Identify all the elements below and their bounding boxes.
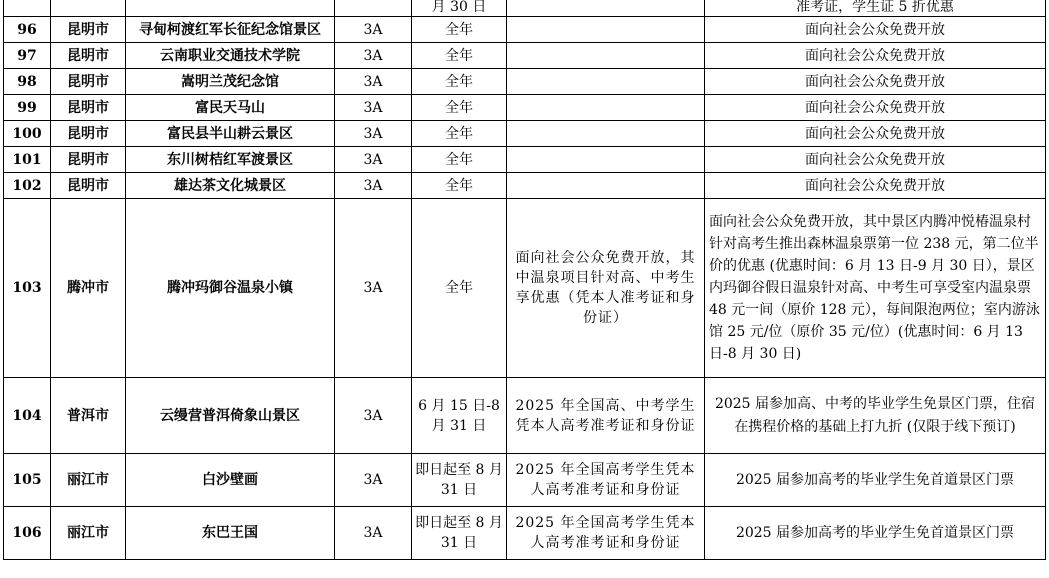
- policy-cell: 准考证，学生证 5 折优惠: [705, 0, 1046, 17]
- policy-cell: 面向社会公众免费开放: [705, 173, 1046, 199]
- spot-name-cell: 富民天马山: [126, 95, 335, 121]
- table-row: [4, 454, 1046, 507]
- grade-cell: 3A: [335, 17, 412, 43]
- grade-cell: 3A: [335, 147, 412, 173]
- requirement-cell: [507, 173, 705, 199]
- period-cell: 全年: [412, 147, 507, 173]
- requirement-cell: [507, 0, 705, 17]
- table-row: [4, 173, 1046, 199]
- requirement-cell: [507, 121, 705, 147]
- row-number: 99: [4, 95, 51, 121]
- period-cell: 全年: [412, 173, 507, 199]
- spot-name-cell: 嵩明兰茂纪念馆: [126, 69, 335, 95]
- row-number: 105: [4, 454, 51, 507]
- policy-cell: 面向社会公众免费开放，其中景区内腾冲悦椿温泉村针对高考生推出森林温泉票第一位 238 元，第二位半价的优惠 (优惠时间：6 月 13 日-9 月 30 日），景区内玛御谷假日温泉针对高、中考生可享受室内温泉票 48 元一间（原价 128 元），每间限泡两位；室内游泳馆 25 元/位（原价 35 元/位）(优惠时间：6 月 13 日-8 月 30 日): [705, 199, 1046, 378]
- period-cell: 全年: [412, 95, 507, 121]
- period-cell: 6 月 15 日-8 月 31 日: [412, 378, 507, 454]
- city-cell: 丽江市: [51, 454, 126, 507]
- row-number: 101: [4, 147, 51, 173]
- grade-cell: 3A: [335, 95, 412, 121]
- spot-name-cell: 云南职业交通技术学院: [126, 43, 335, 69]
- spot-name-cell: 白沙壁画: [126, 454, 335, 507]
- policy-cell: 面向社会公众免费开放: [705, 17, 1046, 43]
- table-row: [4, 43, 1046, 69]
- period-cell: 即日起至 8 月 31 日: [412, 454, 507, 507]
- spot-name-cell: [126, 0, 335, 17]
- grade-cell: 3A: [335, 43, 412, 69]
- period-cell: 全年: [412, 17, 507, 43]
- city-cell: 昆明市: [51, 173, 126, 199]
- city-cell: 昆明市: [51, 147, 126, 173]
- requirement-cell: [507, 43, 705, 69]
- table-row: [4, 121, 1046, 147]
- spot-name-cell: 雄达茶文化城景区: [126, 173, 335, 199]
- policy-cell: 2025 届参加高、中考的毕业学生免景区门票，住宿在携程价格的基础上打九折 (仅限于线下预订): [705, 378, 1046, 454]
- period-cell: 全年: [412, 199, 507, 378]
- grade-cell: 3A: [335, 69, 412, 95]
- requirement-cell: [507, 147, 705, 173]
- period-cell: 全年: [412, 121, 507, 147]
- policy-cell: 面向社会公众免费开放: [705, 43, 1046, 69]
- policy-cell: 2025 届参加高考的毕业学生免首道景区门票: [705, 454, 1046, 507]
- table-row: [4, 95, 1046, 121]
- policy-cell: 面向社会公众免费开放: [705, 69, 1046, 95]
- requirement-cell: 2025 年全国高考学生凭本人高考准考证和身份证: [507, 507, 705, 560]
- policy-cell: 面向社会公众免费开放: [705, 95, 1046, 121]
- spot-name-cell: 东川树桔红军渡景区: [126, 147, 335, 173]
- city-cell: [51, 0, 126, 17]
- table-row: [4, 199, 1046, 378]
- policy-cell: 面向社会公众免费开放: [705, 147, 1046, 173]
- table-row: [4, 69, 1046, 95]
- requirement-cell: 2025 年全国高考学生凭本人高考准考证和身份证: [507, 454, 705, 507]
- spot-name-cell: 富民县半山耕云景区: [126, 121, 335, 147]
- grade-cell: 3A: [335, 199, 412, 378]
- period-cell: 全年: [412, 69, 507, 95]
- row-number: 104: [4, 378, 51, 454]
- grade-cell: 3A: [335, 121, 412, 147]
- row-number: 102: [4, 173, 51, 199]
- city-cell: 腾冲市: [51, 199, 126, 378]
- city-cell: 昆明市: [51, 69, 126, 95]
- spot-name-cell: 云缦营普洱倚象山景区: [126, 378, 335, 454]
- table-row: [4, 378, 1046, 454]
- grade-cell: 3A: [335, 378, 412, 454]
- row-number: 106: [4, 507, 51, 560]
- city-cell: 昆明市: [51, 17, 126, 43]
- requirement-cell: [507, 69, 705, 95]
- row-number: 98: [4, 69, 51, 95]
- table-row: [4, 507, 1046, 560]
- period-cell: 月 30 日: [412, 0, 507, 17]
- table-row: [4, 17, 1046, 43]
- scenic-spot-table: [3, 0, 1046, 560]
- city-cell: 昆明市: [51, 121, 126, 147]
- spot-name-cell: 东巴王国: [126, 507, 335, 560]
- row-number: 100: [4, 121, 51, 147]
- grade-cell: 3A: [335, 454, 412, 507]
- spot-name-cell: 腾冲玛御谷温泉小镇: [126, 199, 335, 378]
- grade-cell: [335, 0, 412, 17]
- requirement-cell: [507, 17, 705, 43]
- grade-cell: 3A: [335, 507, 412, 560]
- period-cell: 全年: [412, 43, 507, 69]
- policy-cell: 2025 届参加高考的毕业学生免首道景区门票: [705, 507, 1046, 560]
- row-number: 103: [4, 199, 51, 378]
- city-cell: 普洱市: [51, 378, 126, 454]
- requirement-cell: 面向社会公众免费开放，其中温泉项目针对高、中考生享优惠（凭本人准考证和身份证）: [507, 199, 705, 378]
- period-cell: 即日起至 8 月 31 日: [412, 507, 507, 560]
- table-row: [4, 0, 1046, 17]
- requirement-cell: 2025 年全国高、中考学生凭本人高考准考证和身份证: [507, 378, 705, 454]
- city-cell: 昆明市: [51, 43, 126, 69]
- policy-cell: 面向社会公众免费开放: [705, 121, 1046, 147]
- table-row: [4, 147, 1046, 173]
- city-cell: 丽江市: [51, 507, 126, 560]
- spot-name-cell: 寻甸柯渡红军长征纪念馆景区: [126, 17, 335, 43]
- row-number: 97: [4, 43, 51, 69]
- row-number: [4, 0, 51, 17]
- row-number: 96: [4, 17, 51, 43]
- requirement-cell: [507, 95, 705, 121]
- city-cell: 昆明市: [51, 95, 126, 121]
- grade-cell: 3A: [335, 173, 412, 199]
